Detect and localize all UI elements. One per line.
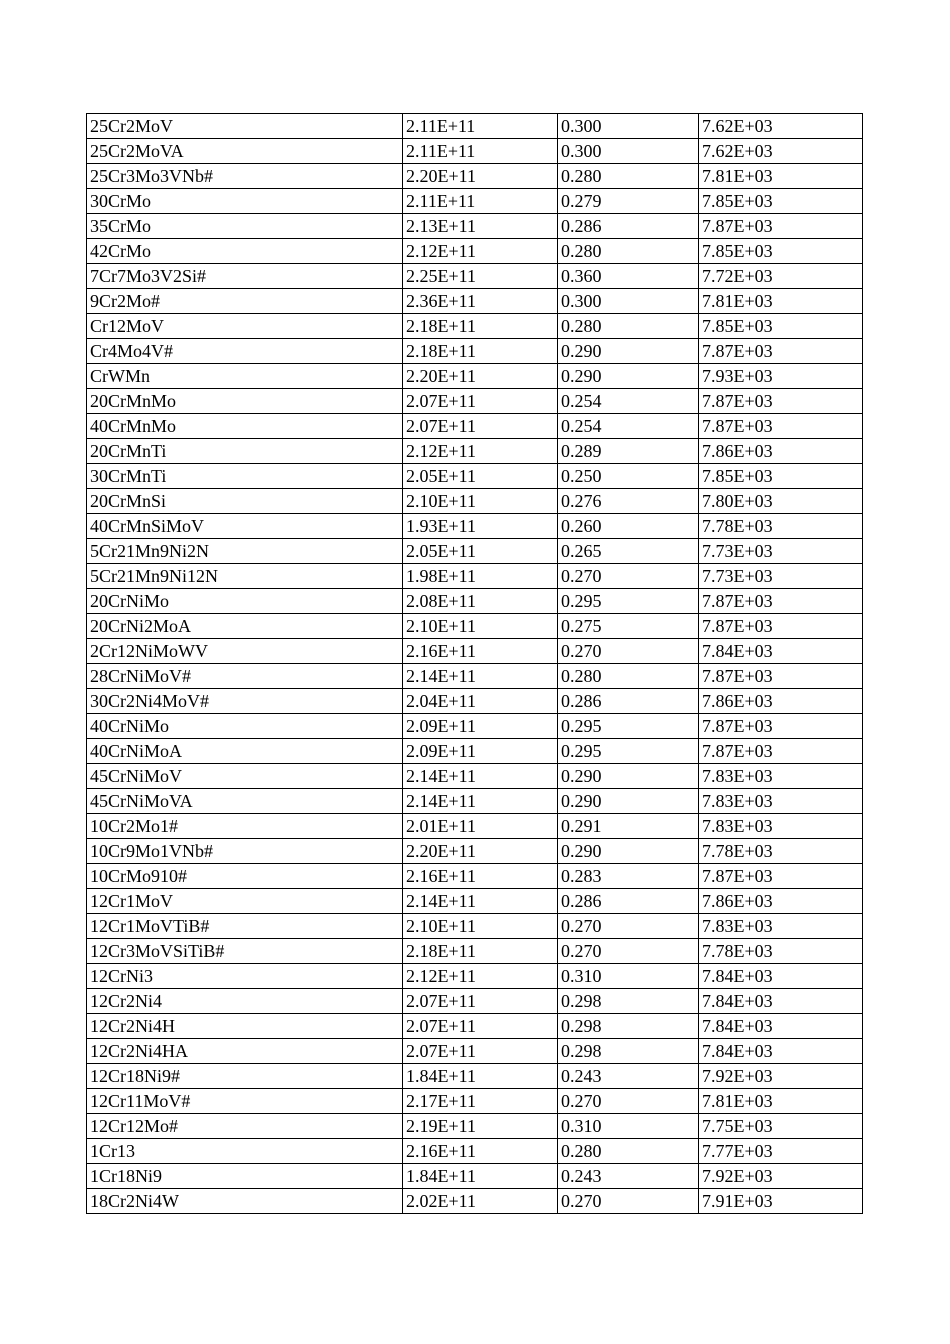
material-grade-cell: 40CrMnMo: [87, 414, 403, 439]
material-grade-cell: 18Cr2Ni4W: [87, 1189, 403, 1214]
table-row: [87, 639, 863, 664]
material-grade-cell: 25Cr3Mo3VNb#: [87, 164, 403, 189]
table-row: [87, 1039, 863, 1064]
table-row: [87, 189, 863, 214]
material-grade-cell: 12CrNi3: [87, 964, 403, 989]
density-cell: 7.80E+03: [699, 489, 863, 514]
density-cell: 7.84E+03: [699, 639, 863, 664]
density-cell: 7.78E+03: [699, 839, 863, 864]
elastic-modulus-cell: 2.19E+11: [403, 1114, 558, 1139]
table-row: [87, 1014, 863, 1039]
table-row: [87, 664, 863, 689]
elastic-modulus-cell: 2.08E+11: [403, 589, 558, 614]
material-grade-cell: 10Cr9Mo1VNb#: [87, 839, 403, 864]
table-row: [87, 839, 863, 864]
poisson-ratio-cell: 0.254: [558, 414, 699, 439]
material-grade-cell: 10Cr2Mo1#: [87, 814, 403, 839]
elastic-modulus-cell: 2.20E+11: [403, 164, 558, 189]
poisson-ratio-cell: 0.290: [558, 364, 699, 389]
material-grade-cell: 35CrMo: [87, 214, 403, 239]
density-cell: 7.84E+03: [699, 1014, 863, 1039]
elastic-modulus-cell: 2.07E+11: [403, 1014, 558, 1039]
poisson-ratio-cell: 0.243: [558, 1064, 699, 1089]
table-row: [87, 264, 863, 289]
density-cell: 7.86E+03: [699, 689, 863, 714]
table-row: [87, 339, 863, 364]
poisson-ratio-cell: 0.283: [558, 864, 699, 889]
table-row: [87, 514, 863, 539]
elastic-modulus-cell: 2.18E+11: [403, 939, 558, 964]
elastic-modulus-cell: 2.10E+11: [403, 614, 558, 639]
table-row: [87, 314, 863, 339]
elastic-modulus-cell: 2.09E+11: [403, 714, 558, 739]
table-row: [87, 1189, 863, 1214]
material-grade-cell: 28CrNiMoV#: [87, 664, 403, 689]
elastic-modulus-cell: 2.12E+11: [403, 964, 558, 989]
table-row: [87, 439, 863, 464]
density-cell: 7.84E+03: [699, 964, 863, 989]
material-grade-cell: 12Cr18Ni9#: [87, 1064, 403, 1089]
material-grade-cell: Cr12MoV: [87, 314, 403, 339]
density-cell: 7.87E+03: [699, 864, 863, 889]
table-row: [87, 1164, 863, 1189]
poisson-ratio-cell: 0.289: [558, 439, 699, 464]
poisson-ratio-cell: 0.290: [558, 789, 699, 814]
elastic-modulus-cell: 2.36E+11: [403, 289, 558, 314]
elastic-modulus-cell: 1.84E+11: [403, 1164, 558, 1189]
table-body: [87, 114, 863, 1214]
poisson-ratio-cell: 0.300: [558, 139, 699, 164]
density-cell: 7.77E+03: [699, 1139, 863, 1164]
material-grade-cell: 20CrNiMo: [87, 589, 403, 614]
elastic-modulus-cell: 2.20E+11: [403, 839, 558, 864]
density-cell: 7.87E+03: [699, 414, 863, 439]
density-cell: 7.86E+03: [699, 889, 863, 914]
elastic-modulus-cell: 2.16E+11: [403, 639, 558, 664]
table-row: [87, 114, 863, 139]
poisson-ratio-cell: 0.286: [558, 889, 699, 914]
material-grade-cell: 12Cr2Ni4HA: [87, 1039, 403, 1064]
poisson-ratio-cell: 0.298: [558, 1014, 699, 1039]
poisson-ratio-cell: 0.300: [558, 114, 699, 139]
density-cell: 7.92E+03: [699, 1164, 863, 1189]
poisson-ratio-cell: 0.270: [558, 914, 699, 939]
elastic-modulus-cell: 2.07E+11: [403, 389, 558, 414]
density-cell: 7.85E+03: [699, 314, 863, 339]
density-cell: 7.62E+03: [699, 139, 863, 164]
material-grade-cell: 20CrMnSi: [87, 489, 403, 514]
density-cell: 7.81E+03: [699, 289, 863, 314]
material-grade-cell: 30CrMnTi: [87, 464, 403, 489]
material-grade-cell: 30Cr2Ni4MoV#: [87, 689, 403, 714]
material-grade-cell: 12Cr1MoVTiB#: [87, 914, 403, 939]
table-row: [87, 464, 863, 489]
table-row: [87, 214, 863, 239]
table-row: [87, 539, 863, 564]
material-grade-cell: 30CrMo: [87, 189, 403, 214]
density-cell: 7.83E+03: [699, 814, 863, 839]
density-cell: 7.93E+03: [699, 364, 863, 389]
elastic-modulus-cell: 2.10E+11: [403, 914, 558, 939]
poisson-ratio-cell: 0.280: [558, 1139, 699, 1164]
table-row: [87, 564, 863, 589]
elastic-modulus-cell: 2.16E+11: [403, 1139, 558, 1164]
elastic-modulus-cell: 2.14E+11: [403, 764, 558, 789]
density-cell: 7.87E+03: [699, 339, 863, 364]
material-grade-cell: 40CrMnSiMoV: [87, 514, 403, 539]
poisson-ratio-cell: 0.243: [558, 1164, 699, 1189]
table-row: [87, 139, 863, 164]
table-row: [87, 1114, 863, 1139]
poisson-ratio-cell: 0.286: [558, 689, 699, 714]
elastic-modulus-cell: 2.13E+11: [403, 214, 558, 239]
material-grade-cell: 12Cr3MoVSiTiB#: [87, 939, 403, 964]
poisson-ratio-cell: 0.270: [558, 939, 699, 964]
material-grade-cell: 20CrMnMo: [87, 389, 403, 414]
density-cell: 7.83E+03: [699, 914, 863, 939]
elastic-modulus-cell: 2.14E+11: [403, 789, 558, 814]
elastic-modulus-cell: 2.18E+11: [403, 339, 558, 364]
material-grade-cell: 25Cr2MoV: [87, 114, 403, 139]
elastic-modulus-cell: 2.11E+11: [403, 114, 558, 139]
poisson-ratio-cell: 0.290: [558, 764, 699, 789]
table-row: [87, 964, 863, 989]
material-grade-cell: 7Cr7Mo3V2Si#: [87, 264, 403, 289]
density-cell: 7.87E+03: [699, 389, 863, 414]
poisson-ratio-cell: 0.310: [558, 1114, 699, 1139]
table-row: [87, 364, 863, 389]
density-cell: 7.85E+03: [699, 464, 863, 489]
table-row: [87, 764, 863, 789]
density-cell: 7.87E+03: [699, 589, 863, 614]
material-grade-cell: 42CrMo: [87, 239, 403, 264]
material-grade-cell: 12Cr2Ni4H: [87, 1014, 403, 1039]
elastic-modulus-cell: 1.84E+11: [403, 1064, 558, 1089]
poisson-ratio-cell: 0.270: [558, 1189, 699, 1214]
poisson-ratio-cell: 0.360: [558, 264, 699, 289]
elastic-modulus-cell: 2.11E+11: [403, 189, 558, 214]
density-cell: 7.87E+03: [699, 614, 863, 639]
density-cell: 7.78E+03: [699, 939, 863, 964]
elastic-modulus-cell: 2.10E+11: [403, 489, 558, 514]
density-cell: 7.87E+03: [699, 739, 863, 764]
material-grade-cell: 25Cr2MoVA: [87, 139, 403, 164]
elastic-modulus-cell: 2.18E+11: [403, 314, 558, 339]
material-grade-cell: 20CrMnTi: [87, 439, 403, 464]
poisson-ratio-cell: 0.298: [558, 1039, 699, 1064]
table-row: [87, 814, 863, 839]
poisson-ratio-cell: 0.280: [558, 239, 699, 264]
material-grade-cell: 12Cr11MoV#: [87, 1089, 403, 1114]
poisson-ratio-cell: 0.300: [558, 289, 699, 314]
poisson-ratio-cell: 0.310: [558, 964, 699, 989]
elastic-modulus-cell: 1.98E+11: [403, 564, 558, 589]
density-cell: 7.83E+03: [699, 789, 863, 814]
elastic-modulus-cell: 2.09E+11: [403, 739, 558, 764]
poisson-ratio-cell: 0.265: [558, 539, 699, 564]
material-grade-cell: CrWMn: [87, 364, 403, 389]
material-grade-cell: 40CrNiMoA: [87, 739, 403, 764]
elastic-modulus-cell: 2.07E+11: [403, 414, 558, 439]
poisson-ratio-cell: 0.295: [558, 714, 699, 739]
material-grade-cell: 40CrNiMo: [87, 714, 403, 739]
table-row: [87, 414, 863, 439]
poisson-ratio-cell: 0.270: [558, 1089, 699, 1114]
elastic-modulus-cell: 2.02E+11: [403, 1189, 558, 1214]
poisson-ratio-cell: 0.291: [558, 814, 699, 839]
poisson-ratio-cell: 0.280: [558, 664, 699, 689]
poisson-ratio-cell: 0.254: [558, 389, 699, 414]
elastic-modulus-cell: 2.07E+11: [403, 989, 558, 1014]
material-grade-cell: 45CrNiMoVA: [87, 789, 403, 814]
table-row: [87, 1139, 863, 1164]
density-cell: 7.84E+03: [699, 1039, 863, 1064]
elastic-modulus-cell: 2.12E+11: [403, 439, 558, 464]
material-grade-cell: 12Cr2Ni4: [87, 989, 403, 1014]
elastic-modulus-cell: 2.05E+11: [403, 539, 558, 564]
table-row: [87, 789, 863, 814]
table-row: [87, 989, 863, 1014]
density-cell: 7.92E+03: [699, 1064, 863, 1089]
poisson-ratio-cell: 0.290: [558, 339, 699, 364]
poisson-ratio-cell: 0.279: [558, 189, 699, 214]
poisson-ratio-cell: 0.280: [558, 164, 699, 189]
elastic-modulus-cell: 2.20E+11: [403, 364, 558, 389]
elastic-modulus-cell: 2.04E+11: [403, 689, 558, 714]
density-cell: 7.73E+03: [699, 564, 863, 589]
table-row: [87, 714, 863, 739]
elastic-modulus-cell: 2.16E+11: [403, 864, 558, 889]
density-cell: 7.81E+03: [699, 1089, 863, 1114]
table-row: [87, 739, 863, 764]
material-properties-table: [86, 113, 863, 1214]
material-grade-cell: Cr4Mo4V#: [87, 339, 403, 364]
material-grade-cell: 20CrNi2MoA: [87, 614, 403, 639]
elastic-modulus-cell: 2.17E+11: [403, 1089, 558, 1114]
elastic-modulus-cell: 2.05E+11: [403, 464, 558, 489]
table-row: [87, 914, 863, 939]
density-cell: 7.91E+03: [699, 1189, 863, 1214]
poisson-ratio-cell: 0.276: [558, 489, 699, 514]
poisson-ratio-cell: 0.280: [558, 314, 699, 339]
table-row: [87, 489, 863, 514]
elastic-modulus-cell: 2.07E+11: [403, 1039, 558, 1064]
density-cell: 7.87E+03: [699, 664, 863, 689]
poisson-ratio-cell: 0.270: [558, 639, 699, 664]
poisson-ratio-cell: 0.298: [558, 989, 699, 1014]
poisson-ratio-cell: 0.295: [558, 589, 699, 614]
table-row: [87, 1064, 863, 1089]
elastic-modulus-cell: 1.93E+11: [403, 514, 558, 539]
elastic-modulus-cell: 2.01E+11: [403, 814, 558, 839]
density-cell: 7.83E+03: [699, 764, 863, 789]
table-row: [87, 939, 863, 964]
material-grade-cell: 5Cr21Mn9Ni12N: [87, 564, 403, 589]
material-grade-cell: 9Cr2Mo#: [87, 289, 403, 314]
density-cell: 7.72E+03: [699, 264, 863, 289]
table-row: [87, 164, 863, 189]
material-grade-cell: 1Cr13: [87, 1139, 403, 1164]
density-cell: 7.81E+03: [699, 164, 863, 189]
elastic-modulus-cell: 2.11E+11: [403, 139, 558, 164]
table-row: [87, 1089, 863, 1114]
material-grade-cell: 5Cr21Mn9Ni2N: [87, 539, 403, 564]
material-grade-cell: 12Cr1MoV: [87, 889, 403, 914]
material-grade-cell: 1Cr18Ni9: [87, 1164, 403, 1189]
material-grade-cell: 10CrMo910#: [87, 864, 403, 889]
density-cell: 7.87E+03: [699, 214, 863, 239]
elastic-modulus-cell: 2.14E+11: [403, 664, 558, 689]
material-grade-cell: 45CrNiMoV: [87, 764, 403, 789]
elastic-modulus-cell: 2.12E+11: [403, 239, 558, 264]
table-row: [87, 614, 863, 639]
poisson-ratio-cell: 0.286: [558, 214, 699, 239]
table-row: [87, 689, 863, 714]
density-cell: 7.75E+03: [699, 1114, 863, 1139]
poisson-ratio-cell: 0.290: [558, 839, 699, 864]
density-cell: 7.85E+03: [699, 239, 863, 264]
poisson-ratio-cell: 0.275: [558, 614, 699, 639]
density-cell: 7.85E+03: [699, 189, 863, 214]
table-row: [87, 589, 863, 614]
density-cell: 7.78E+03: [699, 514, 863, 539]
table-row: [87, 864, 863, 889]
poisson-ratio-cell: 0.270: [558, 564, 699, 589]
density-cell: 7.62E+03: [699, 114, 863, 139]
table-row: [87, 889, 863, 914]
material-grade-cell: 12Cr12Mo#: [87, 1114, 403, 1139]
poisson-ratio-cell: 0.250: [558, 464, 699, 489]
elastic-modulus-cell: 2.25E+11: [403, 264, 558, 289]
table-row: [87, 239, 863, 264]
density-cell: 7.84E+03: [699, 989, 863, 1014]
table-row: [87, 289, 863, 314]
density-cell: 7.86E+03: [699, 439, 863, 464]
material-grade-cell: 2Cr12NiMoWV: [87, 639, 403, 664]
density-cell: 7.87E+03: [699, 714, 863, 739]
poisson-ratio-cell: 0.295: [558, 739, 699, 764]
elastic-modulus-cell: 2.14E+11: [403, 889, 558, 914]
table-row: [87, 389, 863, 414]
density-cell: 7.73E+03: [699, 539, 863, 564]
poisson-ratio-cell: 0.260: [558, 514, 699, 539]
